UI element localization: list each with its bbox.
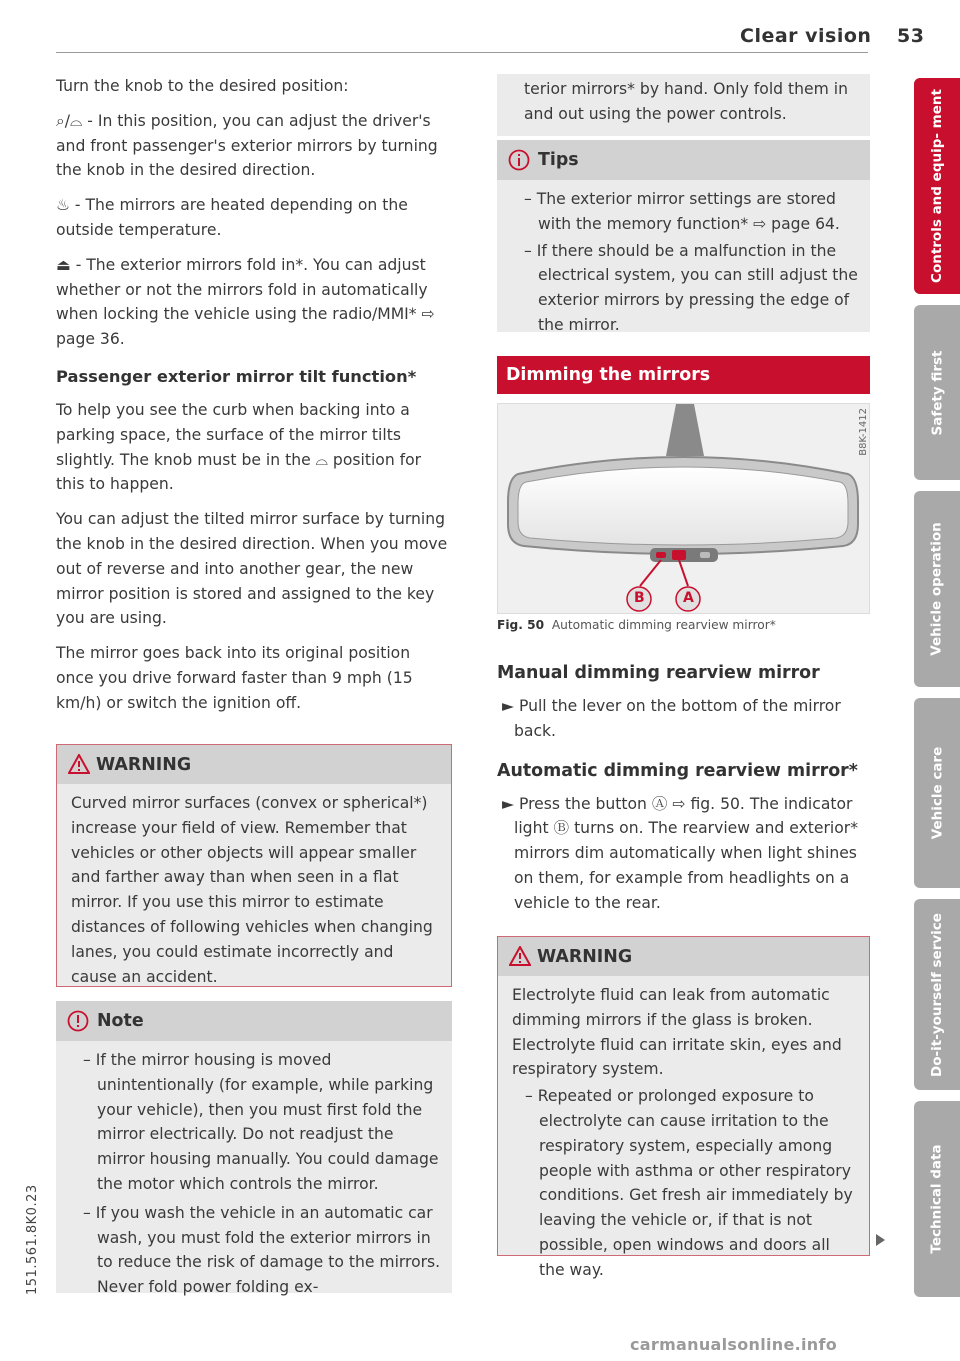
warning-item: – Repeated or prolonged exposure to electrolyte can cause irritation to the respiratory system, especially among people with asthma or other respiratory conditions. Get fresh air immediately by leaving the vehicle or, if that is not possible, open windows and doors all the way. [525, 1087, 853, 1279]
warning-title: WARNING [96, 754, 192, 775]
tab-safety-first[interactable]: Safety first [914, 305, 960, 480]
watermark: carmanualsonline.info [630, 1335, 838, 1354]
auto-dimming-heading: Automatic dimming rearview mirror* [497, 760, 858, 781]
section-title-bar: Dimming the mirrors [497, 356, 870, 394]
continue-arrow-icon [876, 1234, 885, 1246]
warning-intro: Electrolyte fluid can leak from automatic dimming mirrors if the glass is broken. Electrolyte fluid can irritate skin, eyes and respiratory system. [512, 986, 842, 1079]
page-header-title: Clear vision [740, 25, 872, 47]
manual-dimming-text: ► Pull the lever on the bottom of the mirror back. [502, 697, 841, 740]
figure-label-a: A [683, 590, 694, 606]
intro-text: Turn the knob to the desired position: [56, 77, 349, 95]
tab-vehicle-care[interactable]: Vehicle care [914, 698, 960, 888]
figure-number: Fig. 50 [497, 618, 545, 632]
left-warning-box [56, 744, 452, 987]
info-circle-icon [508, 149, 530, 171]
note-header [56, 1001, 452, 1041]
tilt-heading: Passenger exterior mirror tilt function* [56, 366, 417, 386]
tilt-paragraph-1: To help you see the curb when backing into a parking space, the surface of the mirror tilts slightly. The knob must be in the ⌓ position for this to happen. [56, 400, 422, 494]
right-column [497, 660, 870, 916]
note-item: – If the mirror housing is moved unintentionally (for example, while parking your vehicle), then you must first fold the mirror electrically. Do not readjust the mirror housing manually. You could damage the motor which controls the mirror. [83, 1051, 439, 1193]
exclamation-circle-icon [67, 1010, 89, 1032]
tab-controls-and-equipment[interactable]: Controls and equip- ment [914, 78, 960, 294]
note-continued-text: terior mirrors* by hand. Only fold them in and out using the power controls. [524, 80, 848, 123]
rearview-mirror-figure [497, 403, 870, 614]
warning-header [498, 936, 869, 976]
manual-dimming-heading: Manual dimming rearview mirror [497, 663, 820, 683]
adjust-text: ⌕/⌓ - In this position, you can adjust the driver's and front passenger's exterior mirrors by turning the knob in the desired direction. [56, 111, 438, 180]
document-code: 151.561.8K0.23 [25, 1184, 40, 1295]
tips-title: Tips [538, 150, 579, 170]
warning-triangle-icon [509, 946, 531, 966]
figure-caption [497, 618, 776, 632]
tips-box [497, 140, 870, 332]
warning-title: WARNING [537, 946, 633, 967]
auto-dimming-text: ► Press the button Ⓐ ⇨ fig. 50. The indicator light Ⓑ turns on. The rearview and exterior* mirrors dim automatically when light shines on them, for example from headlights on a vehicle to the rear. [502, 794, 858, 912]
tips-header [497, 140, 870, 180]
note-item: – If you wash the vehicle in an automatic car wash, you must fold the exterior mirrors in to reduce the risk of damage to the mirrors. Never fold power folding ex- [83, 1203, 441, 1297]
figure-label-b: B [634, 590, 645, 606]
warning-triangle-icon [68, 754, 90, 774]
tab-technical-data[interactable]: Technical data [914, 1101, 960, 1297]
right-warning-box [497, 936, 870, 1279]
figure-caption-text: Automatic dimming rearview mirror* [551, 618, 776, 632]
warning-header [57, 744, 451, 784]
heated-text: ♨ - The mirrors are heated depending on the outside temperature. [56, 196, 408, 239]
tab-do-it-yourself-service[interactable]: Do-it-yourself service [914, 899, 960, 1090]
note-title: Note [97, 1011, 144, 1031]
figure-code: B8K-1412 [858, 408, 869, 456]
left-column [56, 74, 452, 716]
tips-item: – The exterior mirror settings are stored with the memory function* ⇨ page 64. [524, 190, 840, 233]
page-number: 53 [897, 25, 925, 47]
fold-text: ⏏ - The exterior mirrors fold in*. You can adjust whether or not the mirrors fold in automatically when locking the vehicle using the radio/MMI* ⇨ page 36. [56, 255, 435, 349]
note-continued-box [497, 74, 870, 136]
header-rule [56, 52, 868, 53]
mirror-illustration [498, 404, 869, 613]
tilt-paragraph-3: The mirror goes back into its original position once you drive forward faster than 9 mph (15 km/h) or switch the ignition off. [56, 644, 413, 712]
warning-text: Curved mirror surfaces (convex or spherical*) increase your field of view. Remember that vehicles or other objects will appear smaller and farther away than when seen in a flat mirror. If you use this mirror to estimate distances of following vehicles when changing lanes, you could estimate incorrectly and cause an accident. [71, 794, 433, 986]
note-box [56, 1001, 452, 1297]
tips-item: – If there should be a malfunction in the electrical system, you can still adjust the exterior mirrors by pressing the edge of the mirror. [524, 241, 858, 334]
tilt-paragraph-2: You can adjust the tilted mirror surface by turning the knob in the desired direction. When you move out of reverse and into another gear, the new mirror position is stored and assigned to the key you are using. [56, 510, 448, 628]
tab-vehicle-operation[interactable]: Vehicle operation [914, 491, 960, 687]
